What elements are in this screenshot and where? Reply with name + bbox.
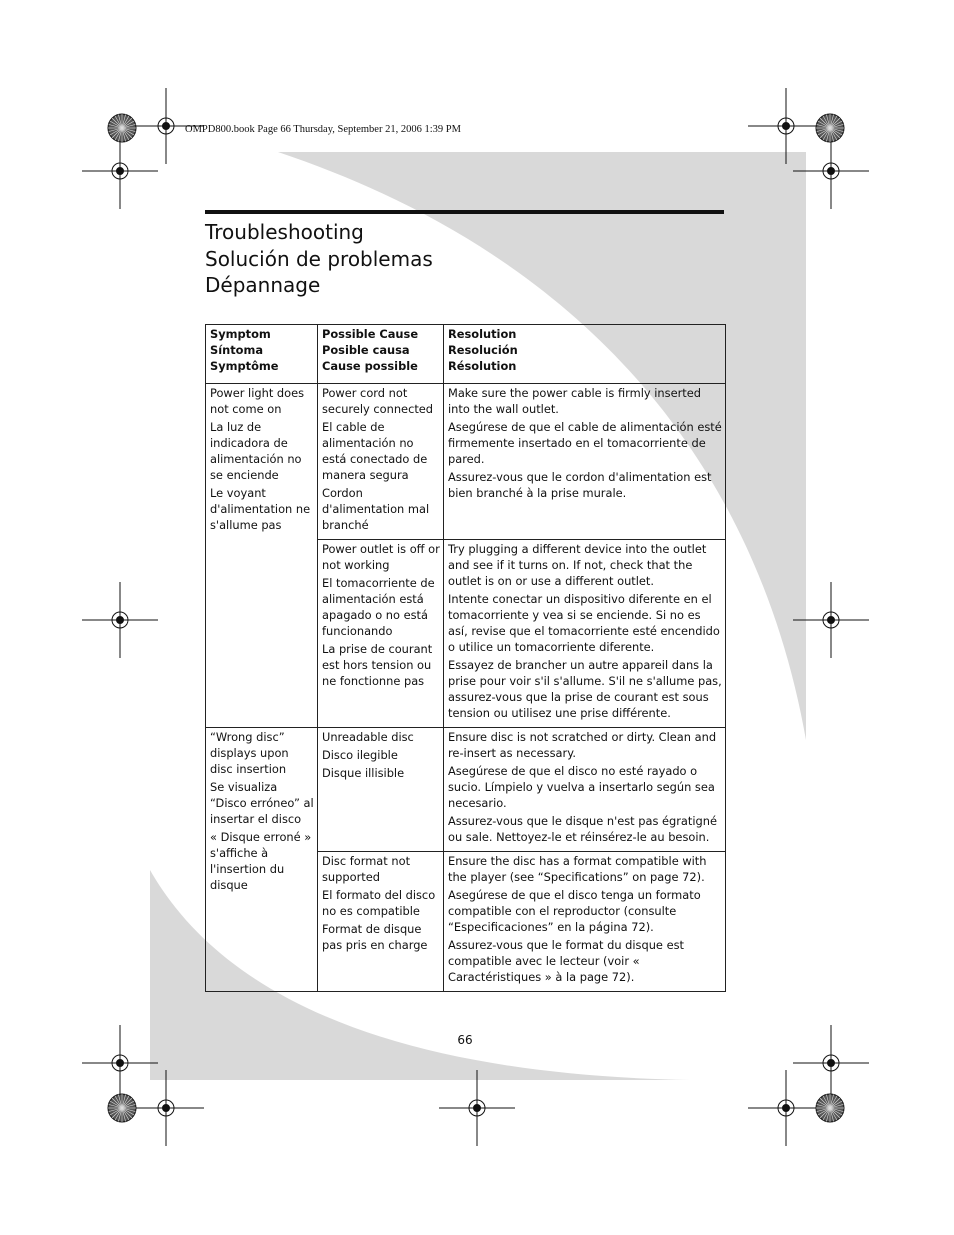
- cause-cell: Unreadable disc Disco ilegible Disque illisible: [318, 728, 444, 852]
- cause-cell: Disc format not supported El formato del disco no es compatible Format de disque pas pris en charge: [318, 852, 444, 992]
- page-number: 66: [457, 1033, 473, 1047]
- table-header-row: [206, 325, 726, 384]
- crosshair-icon: [748, 1070, 824, 1146]
- header-symptom: Symptom Síntoma Symptôme: [206, 325, 318, 384]
- resolution-cell: Ensure disc is not scratched or dirty. Clean and re-insert as necessary. Asegúrese de que el disco no esté rayado o sucio. Límpielo y vuelva a insertarlo según sea necesario. Assurez-vous que le disque n'est pas égratigné ou sale. Nettoyez-le et réinsérez-le au besoin.: [444, 728, 726, 852]
- resolution-cell: Ensure the disc has a format compatible with the player (see “Specifications” on page 72). Asegúrese de que el disco tenga un formato compatible con el reproductor (consulte “Especificaciones” en la página 72). Assurez-vous que le format du disque est compatible avec le lecteur (voir « Caractéristiques » à la page 72).: [444, 852, 726, 992]
- troubleshooting-table: [205, 324, 726, 992]
- crosshair-icon: [82, 133, 158, 209]
- symptom-cell: Power light does not come on La luz de indicadora de alimentación no se enciende Le voyant d'alimentation ne s'allume pas: [206, 384, 318, 728]
- cause-cell: Power outlet is off or not working El tomacorriente de alimentación está apagado o no está funcionando La prise de courant est hors tension ou ne fonctionne pas: [318, 540, 444, 728]
- title-line-es: Solución de problemas: [205, 246, 433, 271]
- print-header: OMPD800.book Page 66 Thursday, September 21, 2006 1:39 PM: [185, 124, 461, 135]
- header-resolution: Resolution Resolución Résolution: [444, 325, 726, 384]
- crosshair-icon: [82, 582, 158, 658]
- title-rule: [205, 210, 724, 214]
- crosshair-icon: [439, 1070, 515, 1146]
- starburst-icon: [816, 1094, 844, 1122]
- title-line-fr: Dépannage: [205, 273, 321, 297]
- table-row: [206, 384, 726, 540]
- header-cause: Possible Cause Posible causa Cause possible: [318, 325, 444, 384]
- crosshair-icon: [128, 1070, 204, 1146]
- table-row: [206, 728, 726, 852]
- cause-cell: Power cord not securely connected El cable de alimentación no está conectado de manera segura Cordon d'alimentation mal branché: [318, 384, 444, 540]
- starburst-icon: [108, 114, 136, 142]
- symptom-cell: “Wrong disc” displays upon disc insertion Se visualiza “Disco erróneo” al insertar el disco « Disque erroné » s'affiche à l'insertion du disque: [206, 728, 318, 992]
- crosshair-icon: [748, 88, 824, 164]
- crosshair-icon: [793, 133, 869, 209]
- starburst-icon: [108, 1094, 136, 1122]
- crosshair-icon: [793, 582, 869, 658]
- starburst-icon: [816, 114, 844, 142]
- resolution-cell: Try plugging a different device into the outlet and see if it turns on. If not, check that the outlet is on or use a different outlet. Intente conectar un dispositivo diferente en el tomacorriente y vea si se enciende. Si no es así, revise que el tomacorriente esté encendido o utilice un tomacorriente diferente. Essayez de brancher un autre appareil dans la prise pour voir s'il s'allume. S'il ne s'allume pas, assurez-vous que la prise de courant est sous tension ou utilisez une prise différente.: [444, 540, 726, 728]
- page-title: [205, 219, 433, 299]
- resolution-cell: Make sure the power cable is firmly inserted into the wall outlet. Asegúrese de que el cable de alimentación esté firmemente insertado en el tomacorriente de pared. Assurez-vous que le cordon d'alimentation est bien branché à la prise murale.: [444, 384, 726, 540]
- title-line-en: Troubleshooting: [205, 220, 364, 244]
